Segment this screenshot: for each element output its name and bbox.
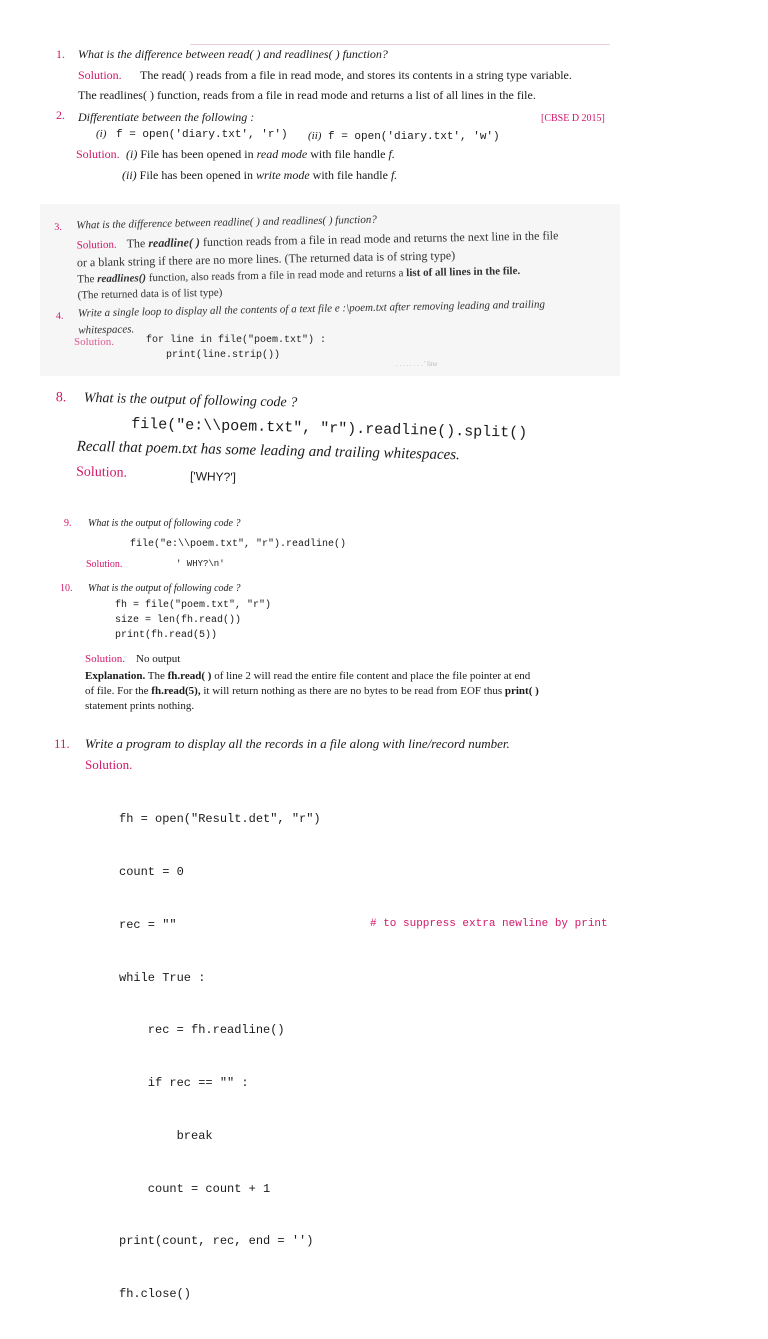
answer: ['WHY?'] (189, 469, 237, 485)
code-line: fh = file("poem.txt", "r") (115, 600, 272, 611)
solution-line: The readline( ) function reads from a file in read mode and returns the next line in the file (126, 228, 559, 251)
question-text: Write a program to display all the records in a file along with line/record number. (85, 736, 510, 751)
explanation-line: of file. For the fh.read(5), it will return nothing as there are no bytes to be read from EOF thus print( ) (85, 685, 539, 697)
question-number: 2. (56, 108, 65, 122)
solution-label: Solution. (86, 559, 123, 570)
code-line: file("e:\\poem.txt", "r").readline().split() (131, 415, 528, 442)
solution-label: Solution. (76, 147, 120, 161)
code-line: fh.close() (119, 1287, 192, 1302)
question-text: What is the difference between read( ) and readlines( ) function? (78, 47, 388, 61)
code-snippet: f = open('diary.txt', 'r') (116, 129, 288, 141)
code-line: count = count + 1 (119, 1181, 271, 1196)
top-rule (190, 44, 610, 45)
recall-note: Recall that poem.txt has some leading and trailing whitespaces. (76, 438, 461, 464)
solution-line: The read( ) reads from a file in read mode, and stores its contents in a string type variable. (140, 68, 572, 82)
question-number: 11. (54, 736, 70, 751)
solution-label: Solution. (74, 336, 115, 348)
solution-line: or a blank string if there are no more lines. (The returned data is of string type) (76, 248, 456, 270)
question-number: 4. (55, 310, 64, 322)
exam-reference: [CBSE D 2015] (541, 113, 605, 124)
code-line: rec = fh.readline() (119, 1023, 285, 1038)
code-line: if rec == "" : (119, 1076, 249, 1091)
code-snippet: f = open('diary.txt', 'w') (328, 131, 500, 143)
code-line: break (119, 1128, 213, 1143)
question-number: 8. (55, 390, 67, 406)
solution-label: Solution. (78, 68, 122, 82)
code-line: print(line.strip()) (166, 350, 281, 361)
solution-line: (The returned data is of list type) (77, 286, 223, 302)
solution-label: Solution. (76, 238, 117, 252)
explanation-line: Explanation. The fh.read( ) of line 2 will read the entire file content and place the file pointer at end (85, 670, 531, 682)
code-line: for line in file("poem.txt") : (146, 335, 327, 346)
code-line: fh = open("Result.det", "r") (119, 812, 321, 827)
question-number: 3. (54, 221, 62, 233)
code-comment: # to suppress extra newline by print (370, 918, 608, 930)
question-text: What is the output of following code ? (83, 390, 298, 411)
solution-line: The readlines() function, also reads from a file in read mode and returns a list of all lines in the file. (77, 264, 521, 286)
question-text: Write a single loop to display all the contents of a text file e :\poem.txt after removing leading and trailing (77, 298, 546, 320)
question-text: What is the difference between readline( ) and readlines( ) function? (76, 213, 377, 232)
question-3-4-block (50, 201, 623, 372)
option-label: (i) (96, 128, 107, 140)
question-number: 1. (56, 47, 65, 61)
code-line: size = len(fh.read()) (115, 615, 242, 626)
question-text: What is the output of following code ? (88, 583, 241, 594)
question-8-block (50, 388, 622, 511)
solution-text: No output (136, 653, 181, 665)
question-number: 9. (64, 518, 72, 529)
option-label: (ii) (308, 130, 322, 142)
question-text: What is the output of following code ? (88, 518, 241, 529)
solution-label: Solution. (85, 653, 126, 665)
code-line: rec = "" (119, 917, 177, 932)
code-block (119, 776, 321, 1339)
solution-line: (i) File has been opened in read mode with file handle f. (126, 147, 395, 161)
solution-line: (ii) File has been opened in write mode with file handle f. (122, 168, 398, 182)
question-number: 10. (60, 583, 73, 594)
answer: ' WHY?\n' (176, 559, 225, 569)
code-line: print(fh.read(5)) (115, 630, 218, 641)
question-text: Differentiate between the following : (78, 110, 255, 124)
question-text: whitespaces. (78, 323, 135, 337)
solution-line: The readlines( ) function, reads from a file in read mode and returns a list of all lines in the file. (78, 88, 536, 102)
code-line: while True : (119, 970, 206, 985)
code-line: file("e:\\poem.txt", "r").readline() (130, 539, 347, 550)
solution-label: Solution. (85, 757, 133, 772)
code-line: print(count, rec, end = '') (119, 1234, 314, 1249)
solution-label: Solution. (75, 464, 128, 481)
faded-text: . . . . . . . . ' line (396, 360, 438, 368)
explanation-line: statement prints nothing. (85, 700, 195, 712)
code-line: count = 0 (119, 864, 184, 879)
